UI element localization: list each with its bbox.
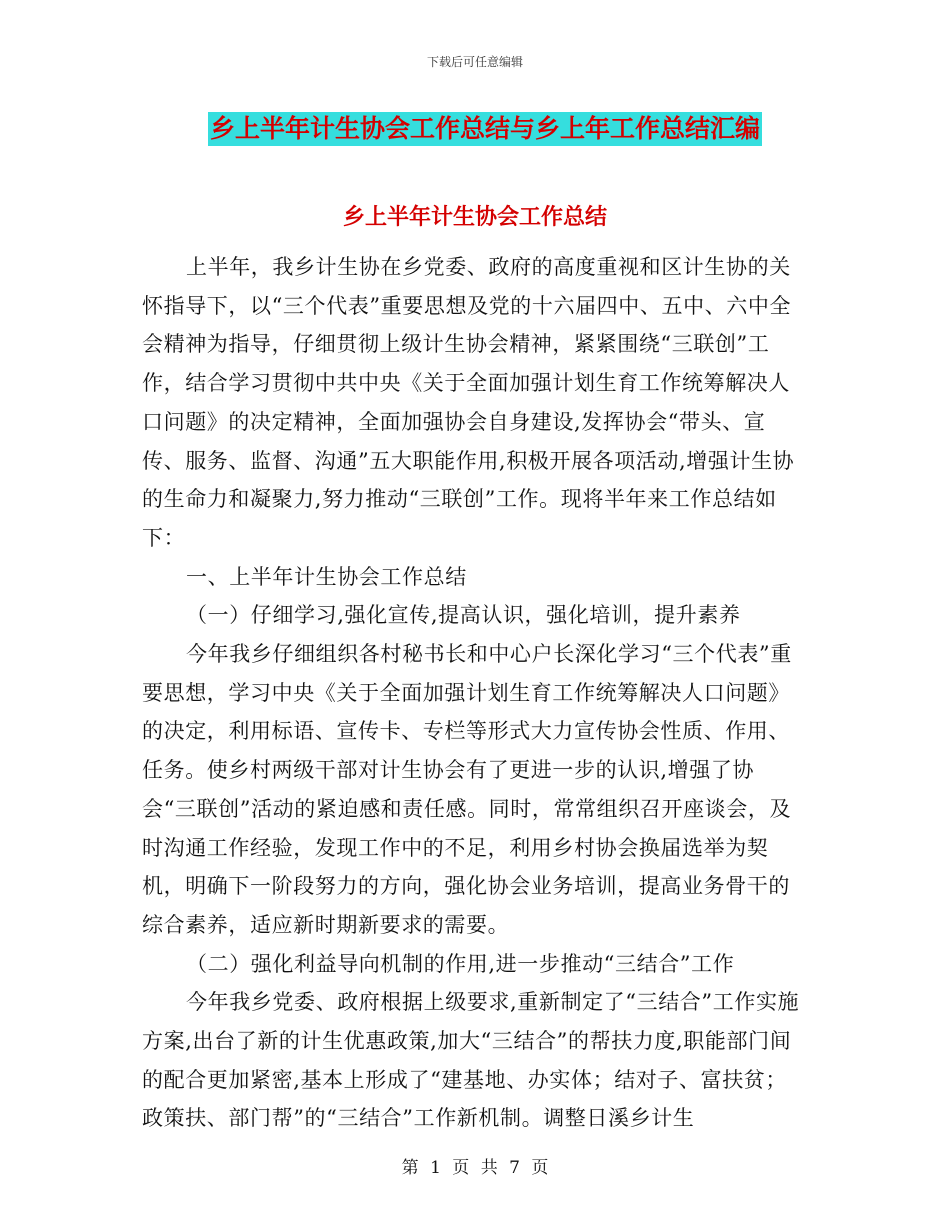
- subheading-one: （一）仔细学习,强化宣传,提高认识，强化培训，提升素养: [186, 603, 741, 628]
- header-note: 下载后可任意编辑: [426, 55, 523, 69]
- paragraph-study: 今年我乡仔细组织各村秘书长和中心户长深化学习“三个代表”重要思想，学习中央《关于全面加强计划生育工作统筹解决人口问题》的决定，利用标语、宣传卡、专栏等形式大力宣传协会性质、作用、任务。使乡村两级干部对计生协会有了更进一步的认识,增强了协会“三联创”活动的紧迫感和责任感。同时，常常组织召开座谈会，及时沟通工作经验，发现工作中的不足，利用乡村协会换届选举为契机，明确下一阶段努力的方向，强化协会业务培训，提高业务骨干的综合素养，适应新时期新要求的需要。: [142, 642, 792, 937]
- paragraph-three-combination: 今年我乡党委、政府根据上级要求,重新制定了“三结合”工作实施方案,出台了新的计生优惠政策,加大“三结合”的帮扶力度,职能部门间的配合更加紧密,基本上形成了“建基地、办实体；结对子、富扶贫；政策扶、部门帮”的“三结合”工作新机制。调整日溪乡计生: [142, 990, 800, 1131]
- document-title: 乡上半年计生协会工作总结与乡上年工作总结汇编: [208, 112, 762, 146]
- subheading-two: （二）强化利益导向机制的作用,进一步推动“三结合”工作: [186, 951, 735, 976]
- heading-part-one: 一、上半年计生协会工作总结: [186, 564, 467, 589]
- document-body: [142, 248, 807, 1138]
- paragraph-intro: 上半年，我乡计生协在乡党委、政府的高度重视和区计生协的关怀指导下，以“三个代表”重要思想及党的十六届四中、五中、六中全会精神为指导，仔细贯彻上级计生协会精神，紧紧围绕“三联创”工作，结合学习贯彻中共中央《关于全面加强计划生育工作统筹解决人口问题》的决定精神，全面加强协会自身建设,发挥协会“带头、宣传、服务、监督、沟通”五大职能作用,积极开展各项活动,增强计生协的生命力和凝聚力,努力推动“三联创”工作。现将半年来工作总结如下：: [142, 255, 795, 550]
- page-footer: 第 1 页 共 7 页: [401, 1158, 549, 1178]
- section-title: 乡上半年计生协会工作总结: [342, 205, 607, 230]
